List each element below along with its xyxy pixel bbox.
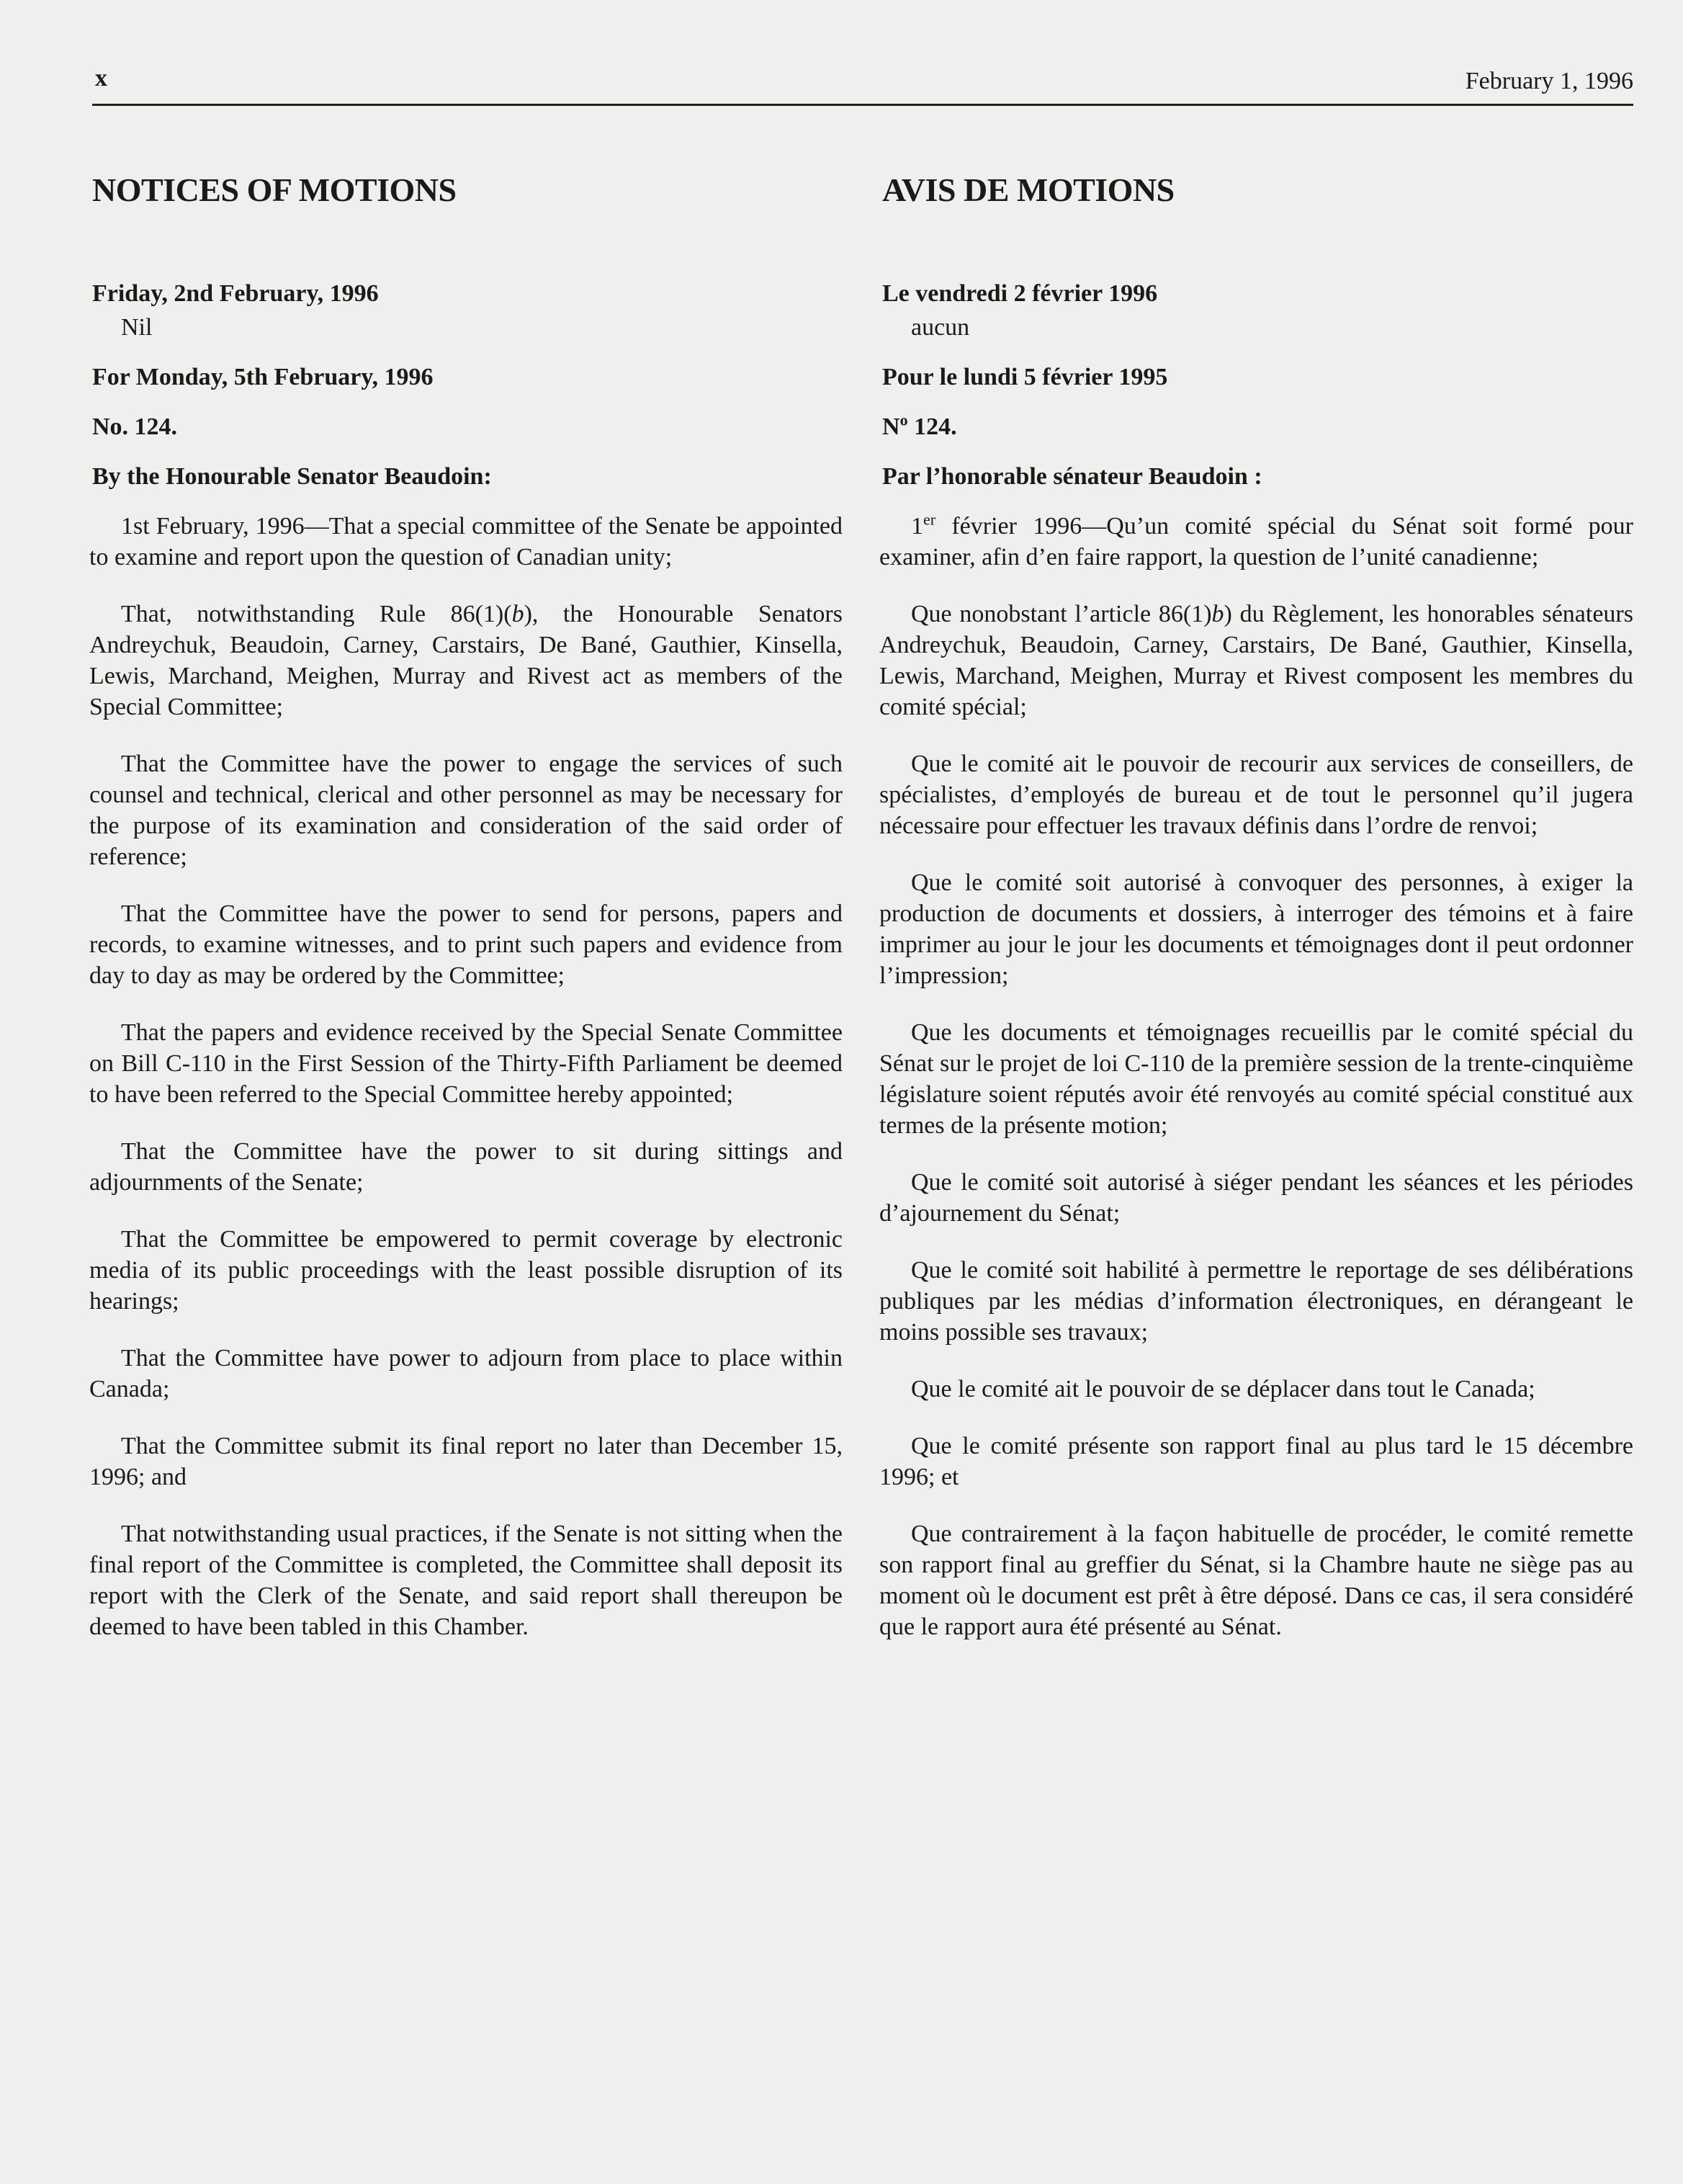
p1-number: 1 (911, 513, 923, 540)
number-prefix: N (882, 413, 900, 440)
motion-paragraph-10: That notwithstanding usual practices, if the Senate is not sitting when the final report of the Committee is completed, the Committee shall deposit its report with the Clerk of the Senate, and said report shall thereupon be deemed to have been tabled in this Chamber. (89, 1521, 843, 1640)
motion-paragraph-fr-4: Que le comité soit autorisé à convoquer des personnes, à exiger la production de documents et dossiers, à interroger des témoins et à faire imprimer au jour le jour les documents et témoignages dont il peut ordonner l’impression; (879, 869, 1633, 989)
heading-french: AVIS DE MOTIONS (882, 171, 1175, 208)
motion-number: No. 124. (92, 413, 178, 440)
motion-paragraph-fr-9: Que le comité présente son rapport final au plus tard le 15 décembre 1996; et (879, 1433, 1633, 1490)
p2-part-a: That, notwithstanding Rule 86(1)( (121, 601, 512, 627)
motion-paragraph-fr-3: Que le comité ait le pouvoir de recourir aux services de conseillers, de spécialistes, d’employés de bureau et de tout le personnel qu’il jugera nécessaire pour effectuer les travaux définis dans l’ordre de renvoi; (879, 751, 1633, 839)
p2-part-c: ), the Honourable Senators Andreychuk, Beaudoin, Carney, Carstairs, De Bané, Gauthier, Kinsella, Lewis, Marchand, Meighen, Murray and Rivest act as members of the Special Committee; (89, 601, 843, 720)
p1-rest: février 1996—Qu’un comité spécial du Sénat soit formé pour examiner, afin d’en faire rapport, la question de l’unité canadienne; (879, 513, 1633, 570)
page-header (92, 63, 1633, 106)
motion-paragraph-3: That the Committee have the power to engage the services of such counsel and technical, clerical and other personnel as may be necessary for the purpose of its examination and consideration of the said order of reference; (89, 751, 843, 870)
p2-italic: b (511, 601, 524, 627)
date-friday: Friday, 2nd February, 1996 (92, 280, 379, 307)
sponsor-line: By the Honourable Senator Beaudoin: (92, 463, 492, 490)
aucun-text: aucun (911, 314, 970, 341)
motion-paragraph-fr-6: Que le comité soit autorisé à siéger pendant les séances et les périodes d’ajournement du Sénat; (879, 1169, 1633, 1227)
motion-paragraph-8: That the Committee have power to adjourn from place to place within Canada; (89, 1345, 843, 1402)
number-rest: 124. (907, 413, 957, 440)
motion-paragraph-2 (89, 599, 843, 722)
date-lundi: Pour le lundi 5 février 1995 (882, 364, 1168, 390)
motion-paragraph-fr-1 (879, 511, 1633, 573)
motion-paragraph-fr-10: Que contrairement à la façon habituelle de procéder, le comité remette son rapport final au greffier du Sénat, si la Chambre haute ne siège pas au moment où le document est prêt à être déposé. Dans ce cas, il sera considéré que le rapport aura été présenté au Sénat. (879, 1521, 1633, 1640)
nil-text: Nil (121, 314, 153, 341)
motion-number-fr (882, 411, 1633, 442)
motion-paragraph-7: That the Committee be empowered to permit coverage by electronic media of its public proceedings with the least possible disruption of its hearings; (89, 1226, 843, 1315)
motion-paragraph-1: 1st February, 1996—That a special committee of the Senate be appointed to examine and report upon the question of Canadian unity; (89, 513, 843, 570)
motion-paragraph-fr-8: Que le comité ait le pouvoir de se déplacer dans tout le Canada; (911, 1376, 1535, 1402)
english-column (89, 170, 843, 1668)
french-column (879, 170, 1633, 1668)
motion-paragraph-4: That the Committee have the power to send for persons, papers and records, to examine witnesses, and to print such papers and evidence from day to day as may be ordered by the Committee; (89, 900, 843, 989)
motion-paragraph-6: That the Committee have the power to sit during sittings and adjournments of the Senate; (89, 1138, 843, 1196)
number-superscript: o (899, 411, 908, 429)
p1-superscript: er (923, 510, 936, 529)
date-monday: For Monday, 5th February, 1996 (92, 364, 434, 390)
motion-paragraph-5: That the papers and evidence received by the Special Senate Committee on Bill C-110 in the First Session of the Thirty-Fifth Parliament be deemed to have been referred to the Special Committee hereby appointed; (89, 1019, 843, 1108)
p2-fr-italic: b (1211, 601, 1224, 627)
motion-paragraph-9: That the Committee submit its final report no later than December 15, 1996; and (89, 1433, 843, 1490)
motion-paragraph-fr-2 (879, 599, 1633, 722)
heading-english: NOTICES OF MOTIONS (92, 171, 457, 208)
p2-fr-part-a: Que nonobstant l’article 86(1) (911, 601, 1212, 627)
date-vendredi: Le vendredi 2 février 1996 (882, 280, 1158, 307)
motion-paragraph-fr-5: Que les documents et témoignages recueillis par le comité spécial du Sénat sur le projet de loi C-110 de la première session de la trente-cinquième législature soient réputés avoir été renvoyés au comité spécial constitué aux termes de la présente motion; (879, 1019, 1633, 1139)
header-date: February 1, 1996 (1465, 68, 1633, 94)
p2-fr-part-c: ) du Règlement, les honorables sénateurs Andreychuk, Beaudoin, Carney, Carstairs, De Bané, Gauthier, Kinsella, Lewis, Marchand, Meighen, Murray et Rivest composent les membres du comité spécial; (879, 601, 1633, 720)
page-number: x (95, 65, 107, 91)
motion-paragraph-fr-7: Que le comité soit habilité à permettre le reportage de ses délibérations publiques par les médias d’information électroniques, en dérangeant le moins possible ses travaux; (879, 1257, 1633, 1346)
sponsor-line-fr: Par l’honorable sénateur Beaudoin : (882, 463, 1262, 490)
